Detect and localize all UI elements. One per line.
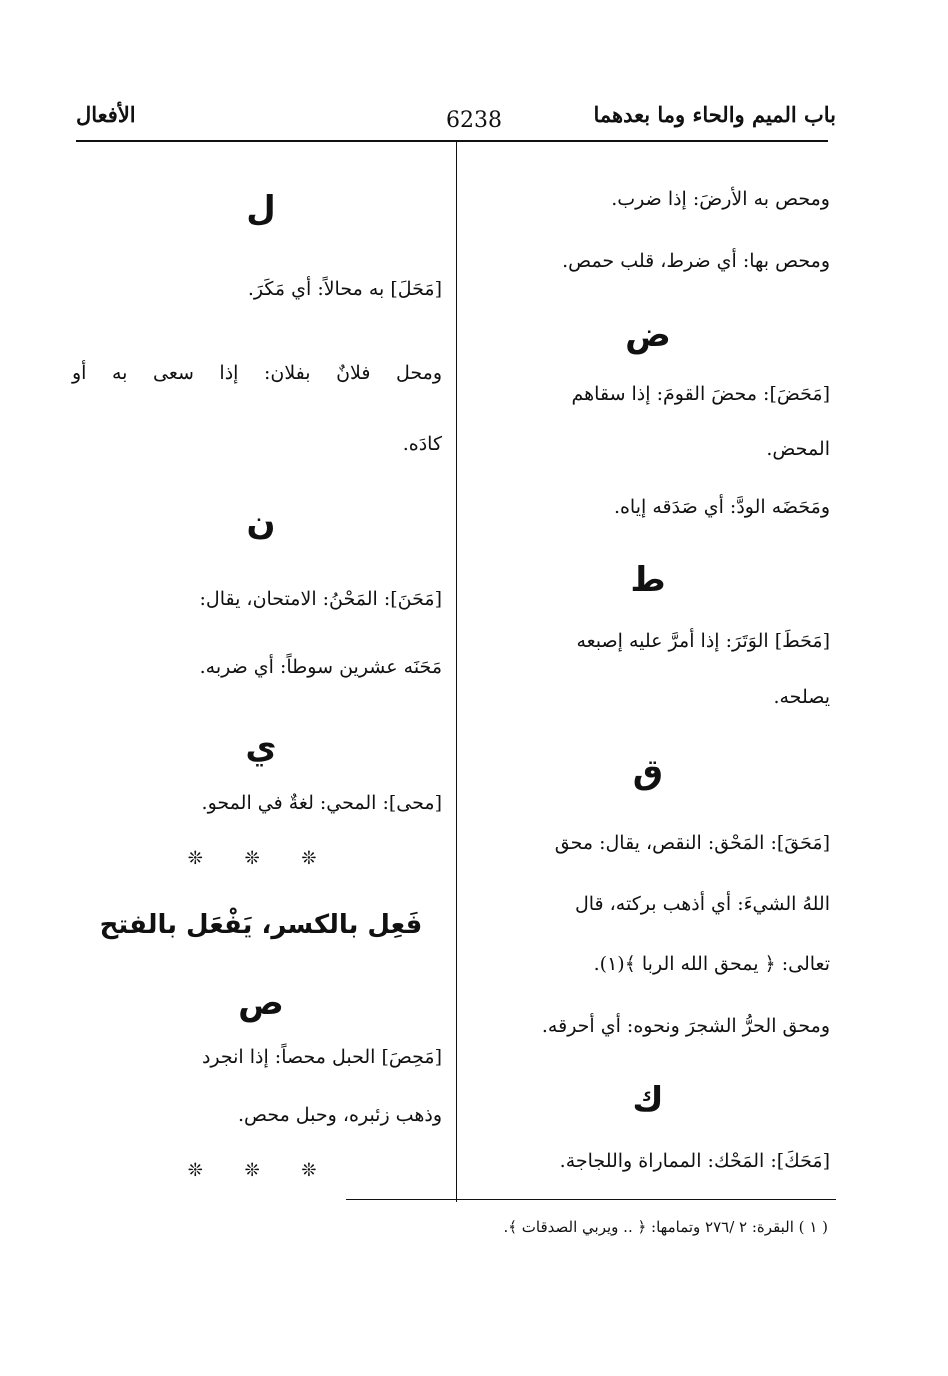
letter-heading-qaf: ق: [632, 752, 664, 792]
section-separator: ❊ ❊ ❊: [187, 1160, 335, 1181]
header-rule: [76, 140, 828, 142]
entry-line: [مَحِصَ] الحبل محصاً: إذا انجرد: [201, 1046, 442, 1068]
chapter-title: باب الميم والحاء وما بعدهما: [593, 102, 836, 127]
entry-line: [محى]: المحي: لغةٌ في المحو.: [201, 792, 442, 814]
letter-heading-kaf: ك: [632, 1080, 664, 1120]
letter-heading-sad: ص: [238, 983, 284, 1023]
entry-line: [مَحَلَ] به محالاً: أي مَكَرَ.: [247, 278, 442, 300]
entry-line: [مَحَقَ]: المَحْق: النقص، يقال: محق: [554, 832, 830, 854]
entry-line: يصلحه.: [773, 686, 830, 708]
letter-heading-dad: ض: [625, 315, 671, 355]
letter-heading-nun: ن: [246, 503, 276, 543]
letter-heading-ta: ط: [630, 560, 666, 600]
entry-line: [مَحَنَ]: المَحْنُ: الامتحان، يقال:: [199, 588, 442, 610]
entry-line: مَحَنَه عشرين سوطاً: أي ضربه.: [199, 656, 442, 678]
letter-heading-lam: ل: [246, 189, 276, 229]
entry-line: كادَه.: [402, 433, 442, 455]
entry-line: المحض.: [766, 438, 830, 460]
entry-line: ومحل فلانٌ بفلان: إذا سعى به أو: [72, 362, 442, 384]
entry-line: ومحق الحرُّ الشجرَ ونحوه: أي أحرقه.: [541, 1015, 830, 1037]
entry-line: [مَحَطَ] الوَتَرَ: إذا أمرَّ عليه إصبعه: [576, 630, 830, 652]
section-title: فَعِل بالكسر، يَفْعَل بالفتح: [99, 910, 423, 940]
entry-line: ومحص بها: أي ضرط، قلب حمص.: [562, 250, 830, 272]
page-number: 6238: [446, 108, 502, 133]
letter-heading-ya: ي: [245, 727, 277, 767]
footnote-rule: [346, 1199, 836, 1200]
section-separator: ❊ ❊ ❊: [187, 848, 335, 869]
entry-line: تعالى: ﴿ يمحق الله الربا ﴾(١).: [593, 953, 830, 975]
entry-line: [مَحَكَ]: المَحْك: المماراة واللجاجة.: [559, 1150, 830, 1172]
entry-line: ومحص به الأرضَ: إذا ضرب.: [611, 188, 830, 210]
entry-line: اللهُ الشيءَ: أي أذهب بركته، قال: [574, 893, 830, 915]
column-divider: [456, 142, 457, 1202]
entry-line: [مَحَضَ]: محضَ القومَ: إذا سقاهم: [571, 383, 830, 405]
footnote: ( ١ ) البقرة: ٢ /٢٧٦ وتمامها: ﴿ .. ويربي الصدقات ﴾.: [503, 1218, 828, 1236]
entry-line: وذهب زئبره، وحبل محص.: [238, 1104, 442, 1126]
entry-line: ومَحَضَه الودَّ: أي صَدَقه إياه.: [613, 496, 830, 518]
section-running-title: الأفعال: [76, 102, 136, 127]
